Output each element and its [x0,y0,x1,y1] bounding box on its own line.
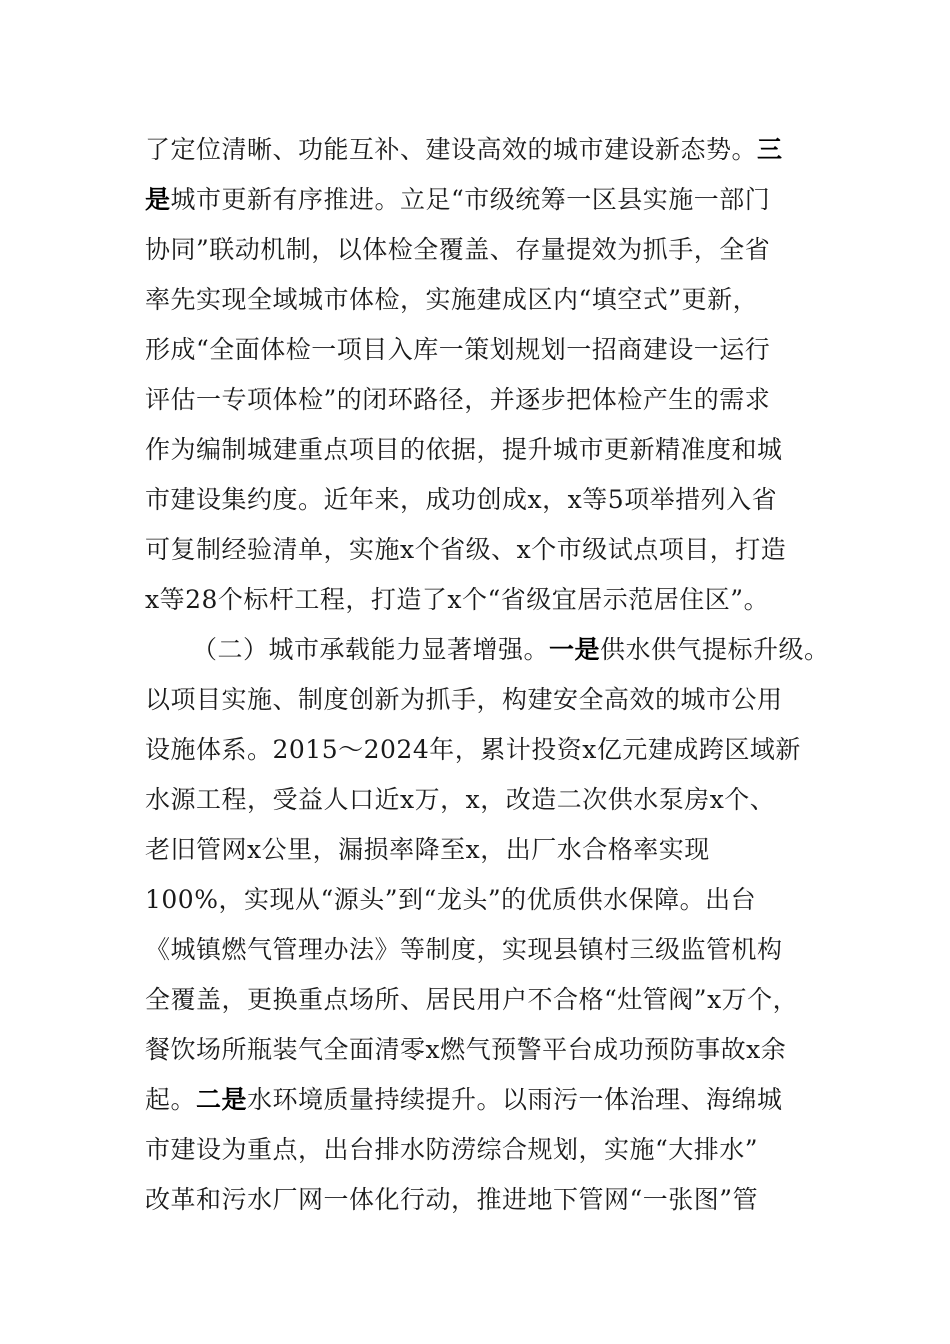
text-line [145,930,783,970]
text-segment: 城市更新有序推进。立足“市级统筹一区县实施一部门 [170,185,771,214]
text-line [145,830,710,870]
text-line [145,180,770,220]
text-line [145,580,769,620]
text-segment: 可复制经验清单，实施x个省级、x个市级试点项目，打造 [145,535,787,564]
text-line [192,630,830,670]
text-segment: 改革和污水厂网一体化行动，推进地下管网“一张图”管 [145,1185,759,1214]
text-segment: 市建设集约度。近年来，成功创成x，x等5项举措列入省 [145,485,778,514]
text-line [145,1030,786,1070]
text-segment: 水环境质量持续提升。以雨污一体治理、海绵城 [247,1085,783,1114]
text-segment: 评估一专项体检”的闭环路径，并逐步把体检产生的需求 [145,385,771,414]
text-segment: 餐饮场所瓶装气全面清零x燃气预警平台成功预防事故x余 [145,1035,787,1064]
text-line [145,1080,783,1120]
text-line [145,680,783,720]
text-segment: 作为编制城建重点项目的依据，提升城市更新精准度和城 [145,435,783,464]
text-line [145,430,783,470]
text-segment: 《城镇燃气管理办法》等制度，实现县镇村三级监管机构 [145,935,783,964]
text-segment: （二）城市承载能力显著增强。 [192,635,550,664]
text-line [145,330,770,370]
text-line [145,530,786,570]
text-segment: 全覆盖，更换重点场所、居民用户不合格“灶管阀”x万个， [145,985,799,1014]
text-segment: x等28个标杆工程，打造了x个“省级宜居示范居住区”。 [145,585,770,614]
text-line [145,480,777,520]
bold-segment: 二是 [196,1085,248,1114]
text-line [145,980,798,1020]
text-line [145,880,756,920]
text-line [145,730,801,770]
bold-segment: 三 [757,135,783,164]
text-segment: 以项目实施、制度创新为抓手，构建安全高效的城市公用 [145,685,783,714]
text-segment: 市建设为重点，出台排水防涝综合规划，实施“大排水” [145,1135,759,1164]
text-segment: 率先实现全域城市体检，实施建成区内“填空式”更新， [145,285,759,314]
text-segment: 形成“全面体检一项目入库一策划规划一招商建设一运行 [145,335,771,364]
text-line [145,1130,758,1170]
text-line [145,1180,758,1220]
text-segment: 了定位清晰、功能互补、建设高效的城市建设新态势。 [145,135,758,164]
bold-segment: 一是 [549,635,601,664]
text-line [145,280,758,320]
text-line [145,780,775,820]
text-line [145,380,770,420]
text-segment: 协同”联动机制，以体检全覆盖、存量提效为抓手，全省 [145,235,771,264]
bold-segment: 是 [145,185,171,214]
text-segment: 100%，实现从“源头”到“龙头”的优质供水保障。出台 [145,885,757,914]
text-segment: 水源工程，受益人口近x万，x，改造二次供水泵房x个、 [145,785,776,814]
text-segment: 设施体系。2015～2024年，累计投资x亿元建成跨区域新 [145,735,801,764]
text-line [145,130,783,170]
text-segment: 供水供气提标升级。 [600,635,830,664]
text-segment: 起。 [145,1085,197,1114]
text-segment: 老旧管网x公里，漏损率降至x，出厂水合格率实现 [145,835,710,864]
text-line [145,230,770,270]
